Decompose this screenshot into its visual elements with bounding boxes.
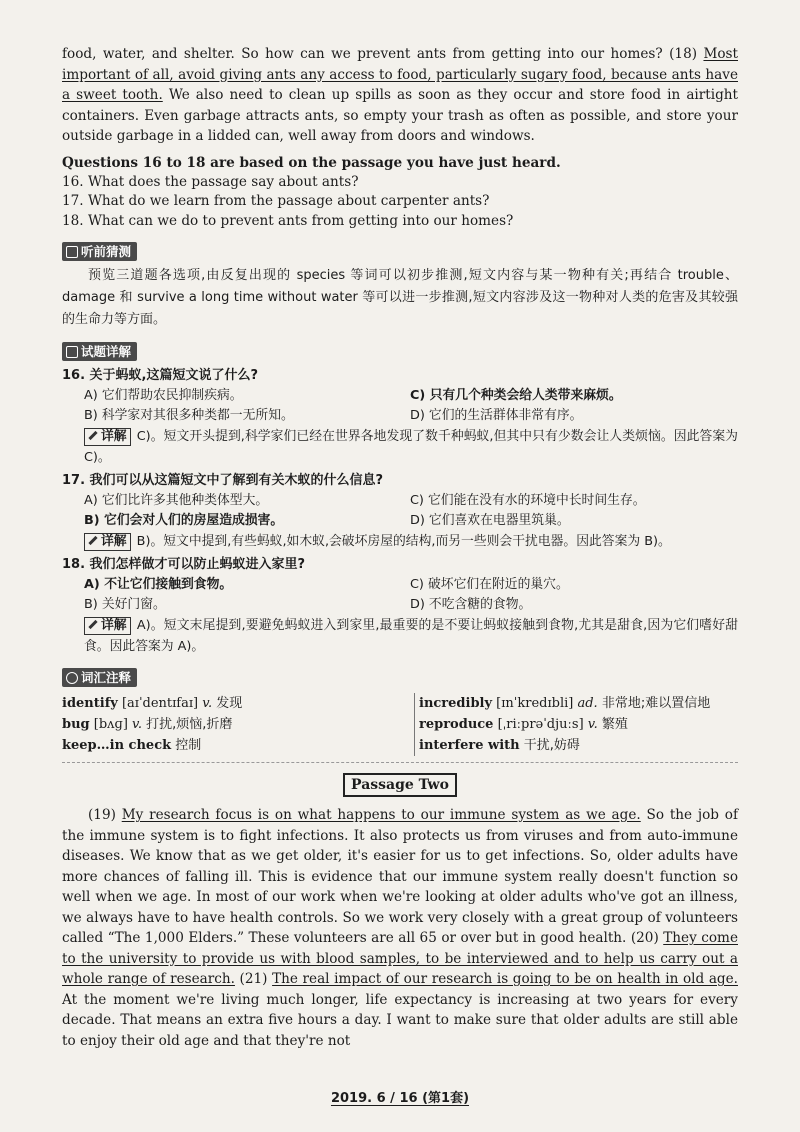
options — [62, 491, 738, 531]
vocab-col-left — [62, 693, 414, 756]
vocab-meaning: 打扰,烦恼,折磨 — [141, 717, 233, 732]
option-a: A) 它们比许多其他种类体型大。 — [84, 493, 269, 508]
options — [62, 386, 738, 426]
detail-label: 详解 — [101, 429, 127, 444]
vocab-pos: v. — [202, 696, 213, 711]
underlined-answer-19: My research focus is on what happens to our immune system as we age. — [121, 807, 641, 823]
vocab-entry — [419, 693, 738, 714]
detail-label: 详解 — [101, 534, 127, 549]
vocabulary-section — [62, 667, 738, 763]
vocab-ipa: [bʌɡ] — [89, 717, 133, 732]
prelisten-text: 预览三道题各选项,由反复出现的 species 等词可以初步推测,短文内容与某一物种有关;再结合 trouble、damage 和 survive a long time without water 等可以进一步推测,短文内容涉及这一物种对人类的危害及其较强的生命力等方面。 — [62, 268, 738, 327]
passage-two-title: Passage Two — [343, 773, 457, 797]
detail — [62, 531, 738, 552]
detail — [62, 426, 738, 468]
passage-text: At the moment we're living much longer, life expectancy is increasing at two years for every decade. That means an extra five hours a day. I want to make sure that older adults are still able to enjoy their old age and that they're not — [62, 991, 738, 1049]
analysis-question: 18. 我们怎样做才可以防止蚂蚁进入家里? — [62, 557, 306, 572]
analysis-question: 16. 关于蚂蚁,这篇短文说了什么? — [62, 368, 259, 383]
vocab-meaning: 繁殖 — [597, 717, 628, 732]
option-d: D) 它们喜欢在电器里筑巢。 — [410, 513, 570, 528]
section-divider — [62, 762, 738, 763]
vocab-meaning: 控制 — [175, 738, 202, 753]
prelisten-tag — [62, 242, 137, 261]
vocab-word: reproduce — [419, 717, 494, 732]
vocab-entry — [62, 714, 414, 735]
analysis-item-16 — [62, 365, 738, 468]
detail — [62, 615, 738, 657]
vocab-word: incredibly — [419, 696, 493, 711]
vocab-ipa: [ˌriːprəˈdjuːs] — [493, 717, 588, 732]
underlined-answer-20: They come to the university to provide us with blood samples, to be interviewed and to help us carry out a whole range of research. — [62, 930, 738, 987]
vocabulary-grid — [62, 693, 738, 756]
vocab-col-right — [414, 693, 738, 756]
marker-21: (21) — [234, 971, 273, 987]
prelisten-section — [62, 241, 738, 331]
question-18: 18. What can we do to prevent ants from getting into our homes? — [62, 212, 514, 229]
passage-text: So the job of the immune system is to fight infections. It also protects us from viruses and from auto-immune diseases. We know that as we get older, it's easier for us to get infections. So, older adults have more chances of falling ill. This is evidence that our immune system really doesn't function so well when we age. In most of our work when we're looking at older adults who've got an illness, we always have to have health controls. So we work very closely with a great group of volunteers called “The 1,000 Elders.” These volunteers are all 65 or over but in good health. (20) — [62, 807, 738, 946]
prelisten-tag-label: 听前猜测 — [81, 244, 132, 259]
pen-icon — [88, 536, 97, 545]
vocab-word: identify — [62, 696, 118, 711]
option-a: A) 不让它们接触到食物。 — [84, 577, 233, 592]
vocab-word: keep…in check — [62, 738, 172, 753]
analysis-tag-label: 试题详解 — [81, 344, 132, 359]
vocab-pos: v. — [132, 717, 142, 732]
passage-two-title-wrap — [62, 773, 738, 797]
detail-tag — [84, 533, 131, 551]
detail-tag — [84, 617, 131, 635]
analysis-tag — [62, 342, 137, 361]
question-16: 16. What does the passage say about ants? — [62, 173, 359, 190]
vocabulary-tag — [62, 668, 137, 687]
option-c: C) 只有几个种类会给人类带来麻烦。 — [410, 388, 622, 403]
vocab-entry — [62, 735, 414, 756]
detail-label: 详解 — [101, 618, 127, 633]
page-footer — [0, 1087, 800, 1106]
footer-text: 2019. 6 / 16 (第1套) — [330, 1091, 470, 1106]
vocab-entry — [419, 714, 738, 735]
analysis-question: 17. 我们可以从这篇短文中了解到有关木蚁的什么信息? — [62, 473, 384, 488]
pen-icon — [88, 620, 97, 629]
clock-icon — [66, 672, 78, 684]
analysis-item-18 — [62, 554, 738, 657]
pen-icon — [88, 431, 97, 440]
underlined-answer-21: The real impact of our research is going to be on health in old age. — [272, 971, 738, 987]
detail-text: C)。短文开头提到,科学家们已经在世界各地发现了数千种蚂蚁,但其中只有少数会让人类烦恼。因此答案为 C)。 — [84, 429, 738, 465]
passage-two-text — [62, 805, 738, 1051]
analysis-item-17 — [62, 470, 738, 552]
marker-19: (19) — [88, 807, 122, 823]
vocab-entry — [419, 735, 738, 756]
vocab-ipa: [ɪnˈkredɪbli] — [492, 696, 578, 711]
vocab-word: interfere with — [419, 738, 520, 753]
option-c: C) 它们能在没有水的环境中长时间生存。 — [410, 493, 646, 508]
option-d: D) 它们的生活群体非常有序。 — [410, 408, 583, 423]
option-d: D) 不吃含糖的食物。 — [410, 597, 532, 612]
vocab-pos: ad. — [577, 696, 598, 711]
options — [62, 575, 738, 615]
content — [62, 44, 738, 1051]
ear-icon — [66, 246, 78, 258]
vocab-pos: v. — [587, 717, 598, 732]
question-17: 17. What do we learn from the passage about carpenter ants? — [62, 193, 490, 209]
analysis-section — [62, 341, 738, 657]
detail-text: A)。短文末尾提到,要避免蚂蚁进入到家里,最重要的是不要让蚂蚁接触到食物,尤其是甜食,因为它们嗜好甜食。因此答案为 A)。 — [84, 618, 738, 654]
vocabulary-tag-label: 词汇注释 — [81, 670, 132, 685]
passage-text: We also need to clean up spills as soon as they occur and store food in airtight containers. Even garbage attracts ants, so empty your trash as often as possible, and store your outside garbage in a lidded can, well away from doors and windows. — [62, 87, 739, 144]
vocab-meaning: 发现 — [212, 696, 243, 711]
option-c: C) 破坏它们在附近的巢穴。 — [410, 577, 569, 592]
option-b: B) 它们会对人们的房屋造成损害。 — [84, 513, 284, 528]
option-b: B) 科学家对其很多种类都一无所知。 — [84, 408, 294, 423]
vocab-word: bug — [62, 717, 90, 732]
underlined-answer-18: Most important of all, avoid giving ants any access to food, particularly sugary food, because ants have a sweet tooth. — [62, 46, 738, 103]
questions-heading: Questions 16 to 18 are based on the passage you have just heard. — [62, 154, 561, 171]
detail-text: B)。短文中提到,有些蚂蚁,如木蚁,会破坏房屋的结构,而另一些则会干扰电器。因此答案为 B)。 — [136, 534, 671, 549]
passage-one-tail — [62, 44, 738, 147]
option-b: B) 关好门窗。 — [84, 597, 166, 612]
vocab-ipa: [aɪˈdentɪfaɪ] — [117, 696, 203, 711]
option-a: A) 它们帮助农民抑制疾病。 — [84, 388, 243, 403]
vocab-entry — [62, 693, 414, 714]
vocab-meaning: 非常地;难以置信地 — [597, 696, 711, 711]
detail-tag — [84, 428, 131, 446]
passage-text: food, water, and shelter. So how can we prevent ants from getting into our homes? (18) — [62, 46, 704, 62]
book-icon — [66, 346, 78, 358]
vocab-meaning: 干扰,妨碍 — [523, 738, 580, 753]
